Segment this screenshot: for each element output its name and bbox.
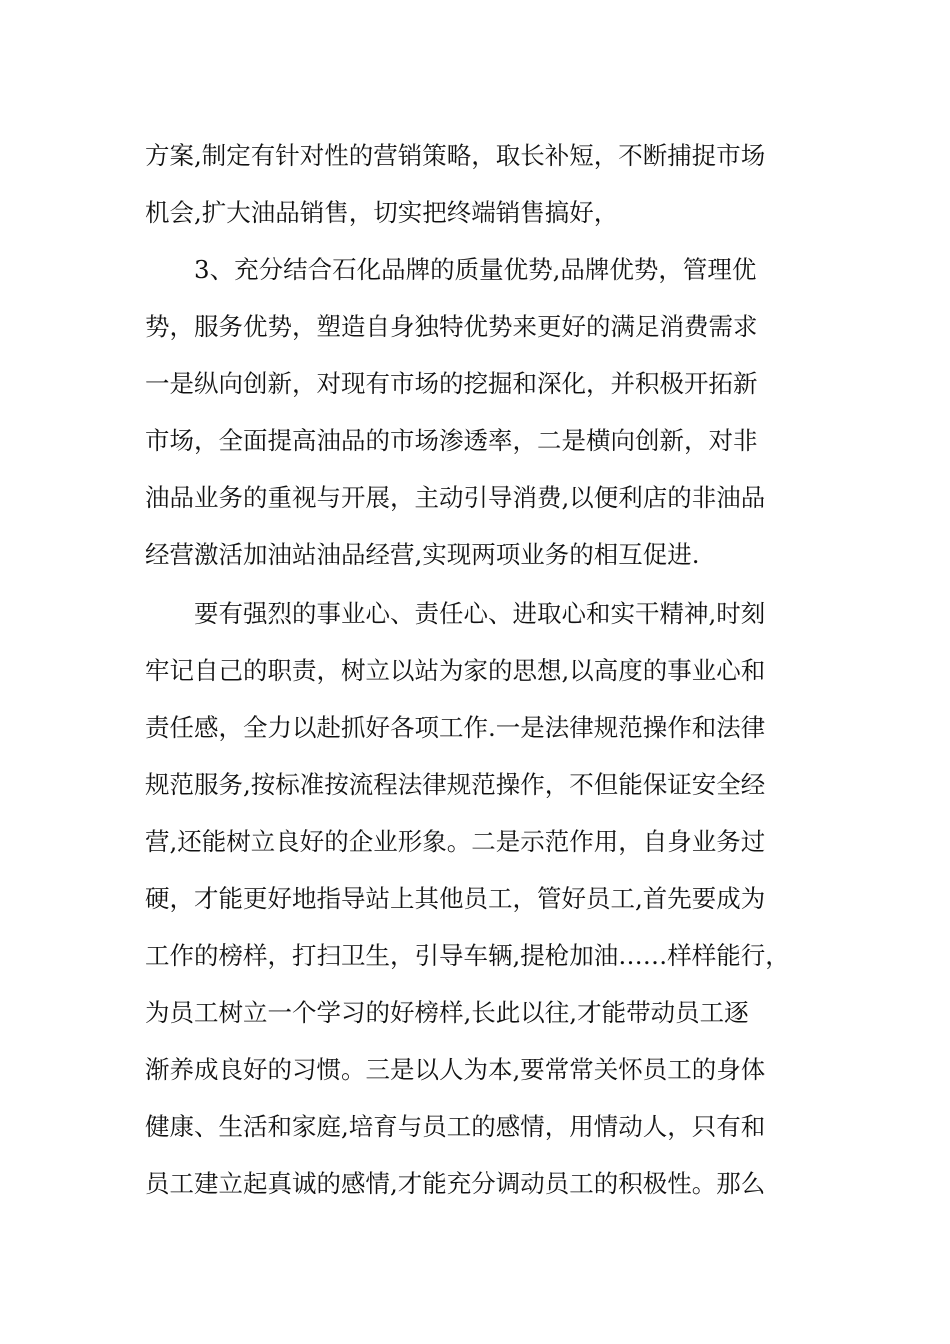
text-line: 工作的榜样，打扫卫生，引导车辆,提枪加油……样样能行， (145, 941, 790, 970)
text-line: 油品业务的重视与开展，主动引导消费,以便利店的非油品 (145, 483, 766, 512)
text-line: 市场，全面提高油品的市场渗透率，二是横向创新，对非 (145, 426, 758, 455)
text-line: 规范服务,按标准按流程法律规范操作，不但能保证安全经 (145, 770, 766, 799)
text-line: 渐养成良好的习惯。三是以人为本,要常常关怀员工的身体 (145, 1055, 766, 1084)
text-line: 营,还能树立良好的企业形象。二是示范作用，自身业务过 (145, 827, 766, 856)
text-line: 健康、生活和家庭,培育与员工的感情，用情动人，只有和 (145, 1112, 766, 1141)
text-line: 责任感，全力以赴抓好各项工作.一是法律规范操作和法律 (145, 713, 766, 742)
body-text (145, 127, 815, 1212)
text-line: 一是纵向创新，对现有市场的挖掘和深化，并积极开拓新 (145, 369, 758, 398)
paragraph-start-line: 要有强烈的事业心、责任心、进取心和实干精神,时刻 (194, 599, 766, 628)
text-line: 经营激活加油站油品经营,实现两项业务的相互促进. (145, 540, 700, 569)
text-line: 机会,扩大油品销售，切实把终端销售搞好， (145, 198, 619, 227)
text-line: 硬，才能更好地指导站上其他员工，管好员工,首先要成为 (145, 884, 766, 913)
paragraph-start-line: 3、充分结合石化品牌的质量优势,品牌优势，管理优 (194, 255, 757, 284)
text-line: 为员工树立一个学习的好榜样,长此以往,才能带动员工逐 (145, 998, 749, 1027)
text-line: 员工建立起真诚的感情,才能充分调动员工的积极性。那么 (145, 1169, 766, 1198)
text-line: 势，服务优势，塑造自身独特优势来更好的满足消费需求 (145, 312, 758, 341)
text-line: 牢记自己的职责，树立以站为家的思想,以高度的事业心和 (145, 656, 766, 685)
text-line: 方案,制定有针对性的营销策略，取长补短，不断捕捉市场 (145, 141, 766, 170)
